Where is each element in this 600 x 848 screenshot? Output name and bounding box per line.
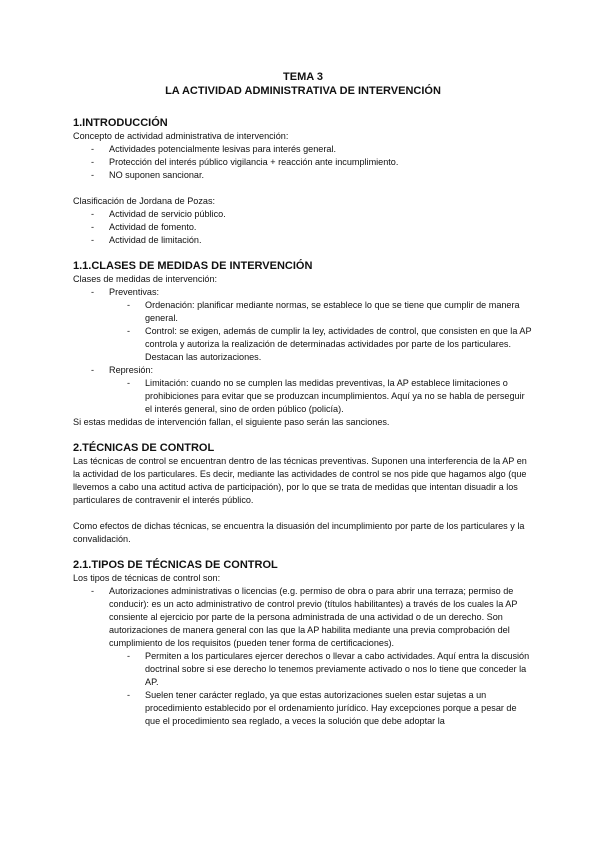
paragraph: Clasificación de Jordana de Pozas:: [73, 196, 216, 206]
bullet-list: [73, 364, 533, 377]
section-heading: 1.INTRODUCCIÓN: [73, 117, 168, 129]
paragraph: Clases de medidas de intervención:: [73, 274, 218, 284]
section-heading: 2.1.TIPOS DE TÉCNICAS DE CONTROL: [73, 559, 278, 571]
section-tecnicas-control: [73, 441, 533, 546]
section-introduccion: [73, 116, 533, 247]
section-heading: 2.TÉCNICAS DE CONTROL: [73, 442, 215, 454]
sub-bullet-list: [73, 377, 533, 416]
list-item: - Protección del interés público vigilancia + reacción ante incumplimiento.: [73, 156, 533, 169]
document-title: [73, 70, 533, 98]
list-item: - Control: se exigen, además de cumplir la ley, actividades de control, que consisten en que la AP controla y autoriza la realización de determinadas actividades por parte de los particulares. Destacan las autorizaciones.: [73, 325, 533, 364]
paragraph: Como efectos de dichas técnicas, se encuentra la disuasión del incumplimiento por parte de los particulares y la convalidación.: [73, 521, 525, 544]
paragraph: Las técnicas de control se encuentran dentro de las técnicas preventivas. Suponen una interferencia de la AP en la actividad de los particulares. Es decir, mediante las actividades de control se nos pide que hagamos algo (que llevemos a cabo una actitud activa de participación), por lo que se trata de medidas que intentan disuadir a los particulares de contravenir el interés público.: [73, 456, 527, 505]
title-line-2: LA ACTIVIDAD ADMINISTRATIVA DE INTERVENCIÓN: [165, 85, 441, 97]
sub-bullet-list: [73, 299, 533, 364]
list-item: - NO suponen sancionar.: [73, 169, 533, 182]
paragraph: Concepto de actividad administrativa de intervención:: [73, 131, 289, 141]
paragraph: Si estas medidas de intervención fallan, el siguiente paso serán las sanciones.: [73, 417, 390, 427]
list-item: - Ordenación: planificar mediante normas, se establece lo que se tiene que cumplir de manera general.: [73, 299, 533, 325]
list-item: - Preventivas:: [73, 286, 533, 299]
bullet-list: [73, 208, 533, 247]
list-item: - Permiten a los particulares ejercer derechos o llevar a cabo actividades. Aquí entra la discusión doctrinal sobre si ese derecho lo tenemos previamente activado o nos lo tiene que conceder la AP.: [73, 650, 533, 689]
list-item: - Actividad de limitación.: [73, 234, 533, 247]
list-item: - Suelen tener carácter reglado, ya que estas autorizaciones suelen estar sujetas a un procedimiento establecido por el ordenamiento jurídico. Hay excepciones porque a pesar de que el procedimiento sea reglado, a veces la solución que debe adoptar la: [73, 689, 533, 728]
title-line-1: TEMA 3: [283, 71, 323, 83]
bullet-list: [73, 143, 533, 182]
section-tipos-tecnicas: [73, 558, 533, 728]
list-item: - Actividad de fomento.: [73, 221, 533, 234]
document-page: [73, 70, 533, 728]
list-item: - Limitación: cuando no se cumplen las medidas preventivas, la AP establece limitaciones o prohibiciones para evitar que se produzcan incumplimientos. Aquí ya no se habla de perseguir el interés general, sino de orden público (policía).: [73, 377, 533, 416]
list-item: - Autorizaciones administrativas o licencias (e.g. permiso de obra o para abrir una terraza; permiso de conducir): es un acto administrativo de control previo (títulos habilitantes) a través de los cuales la AP consiente al ejercicio por parte de la persona administrada de una actividad o de un derecho. Son autorizaciones de manera general con las que la AP habilita mediante una previa comprobación del cumplimiento de los requisitos (pueden tener forma de certificaciones).: [73, 585, 533, 650]
bullet-list: [73, 286, 533, 299]
section-heading: 1.1.CLASES DE MEDIDAS DE INTERVENCIÓN: [73, 260, 313, 272]
bullet-list: [73, 585, 533, 650]
paragraph: Los tipos de técnicas de control son:: [73, 573, 221, 583]
section-clases-medidas: [73, 259, 533, 429]
list-item: - Actividad de servicio público.: [73, 208, 533, 221]
sub-bullet-list: [73, 650, 533, 728]
list-item: - Actividades potencialmente lesivas para interés general.: [73, 143, 533, 156]
list-item: - Represión:: [73, 364, 533, 377]
